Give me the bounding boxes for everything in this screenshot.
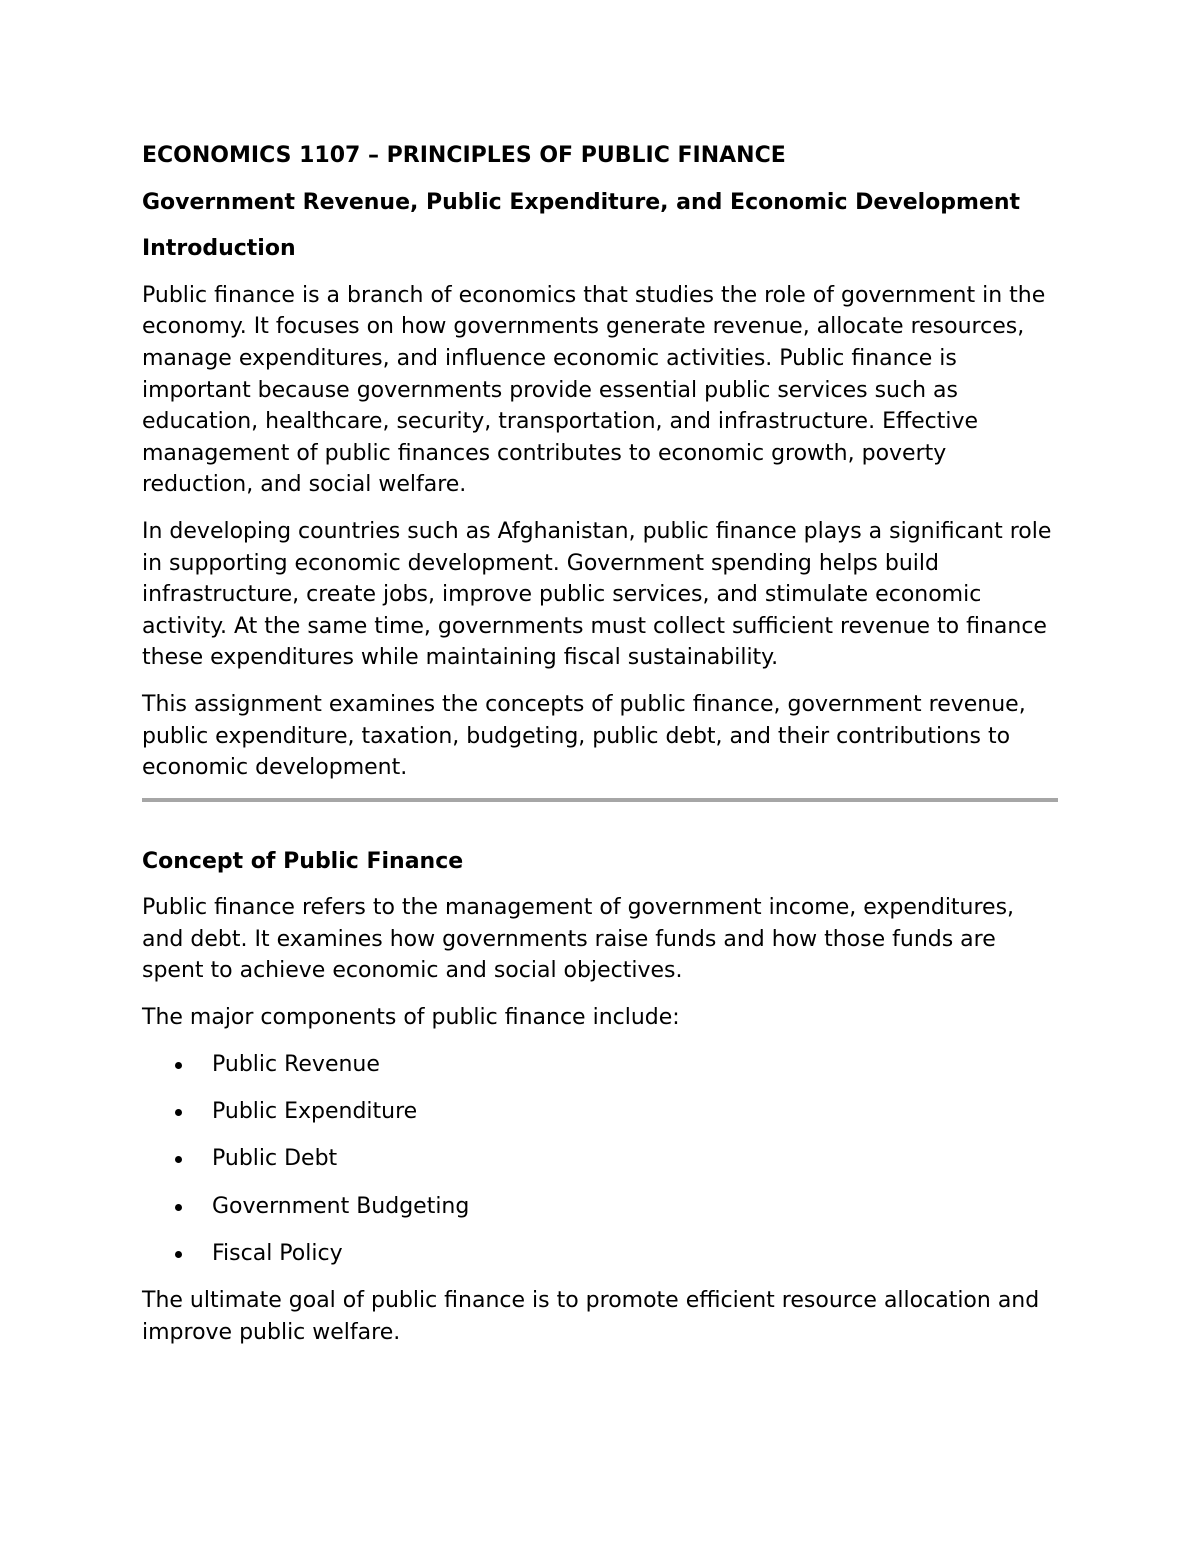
bullet-dot-icon	[175, 1156, 182, 1163]
bullet-dot-icon	[175, 1204, 182, 1211]
list-item-label: Public Revenue	[212, 1051, 380, 1077]
concept-heading: Concept of Public Finance	[142, 848, 464, 874]
list-item	[142, 1049, 1058, 1081]
list-item	[142, 1143, 1058, 1175]
introduction-paragraph-2: In developing countries such as Afghanistan, public finance plays a significant role in supporting economic development. Government spending helps build infrastructure, create jobs, improve public services, and stimulate economic activity. At the same time, governments must collect sufficient revenue to finance these expenditures while maintaining fiscal sustainability.	[142, 518, 1052, 671]
bullet-dot-icon	[175, 1062, 182, 1069]
bullet-dot-icon	[175, 1251, 182, 1258]
components-intro: The major components of public finance include:	[142, 1005, 680, 1031]
concept-closing-paragraph: The ultimate goal of public finance is to promote efficient resource allocation and improve public welfare.	[142, 1288, 1040, 1345]
components-list	[142, 1049, 1058, 1270]
document-subtitle: Government Revenue, Public Expenditure, and Economic Development	[142, 189, 1021, 215]
concept-paragraph: Public finance refers to the management of government income, expenditures, and debt. It examines how governments raise funds and how those funds are spent to achieve economic and social objectives.	[142, 895, 1015, 984]
bullet-dot-icon	[175, 1109, 182, 1116]
list-item	[142, 1238, 1058, 1270]
introduction-paragraph-3: This assignment examines the concepts of public finance, government revenue, public expenditure, taxation, budgeting, public debt, and their contributions to economic development.	[142, 691, 1026, 781]
introduction-paragraph-1: Public finance is a branch of economics that studies the role of government in the economy. It focuses on how governments generate revenue, allocate resources, manage expenditures, and influence economic activities. Public finance is important because governments provide essential public services such as education, healthcare, security, transportation, and infrastructure. Effective management of public finances contributes to economic growth, poverty reduction, and social welfare.	[142, 282, 1046, 498]
list-item	[142, 1096, 1058, 1128]
list-item-label: Government Budgeting	[212, 1193, 470, 1219]
list-item-label: Public Debt	[212, 1146, 338, 1172]
introduction-heading: Introduction	[142, 236, 296, 262]
horizontal-divider	[142, 798, 1058, 802]
list-item-label: Public Expenditure	[212, 1098, 418, 1124]
document-title: ECONOMICS 1107 – PRINCIPLES OF PUBLIC FINANCE	[142, 143, 786, 168]
list-item	[142, 1191, 1058, 1223]
list-item-label: Fiscal Policy	[212, 1240, 343, 1266]
document-page	[142, 140, 1058, 1363]
